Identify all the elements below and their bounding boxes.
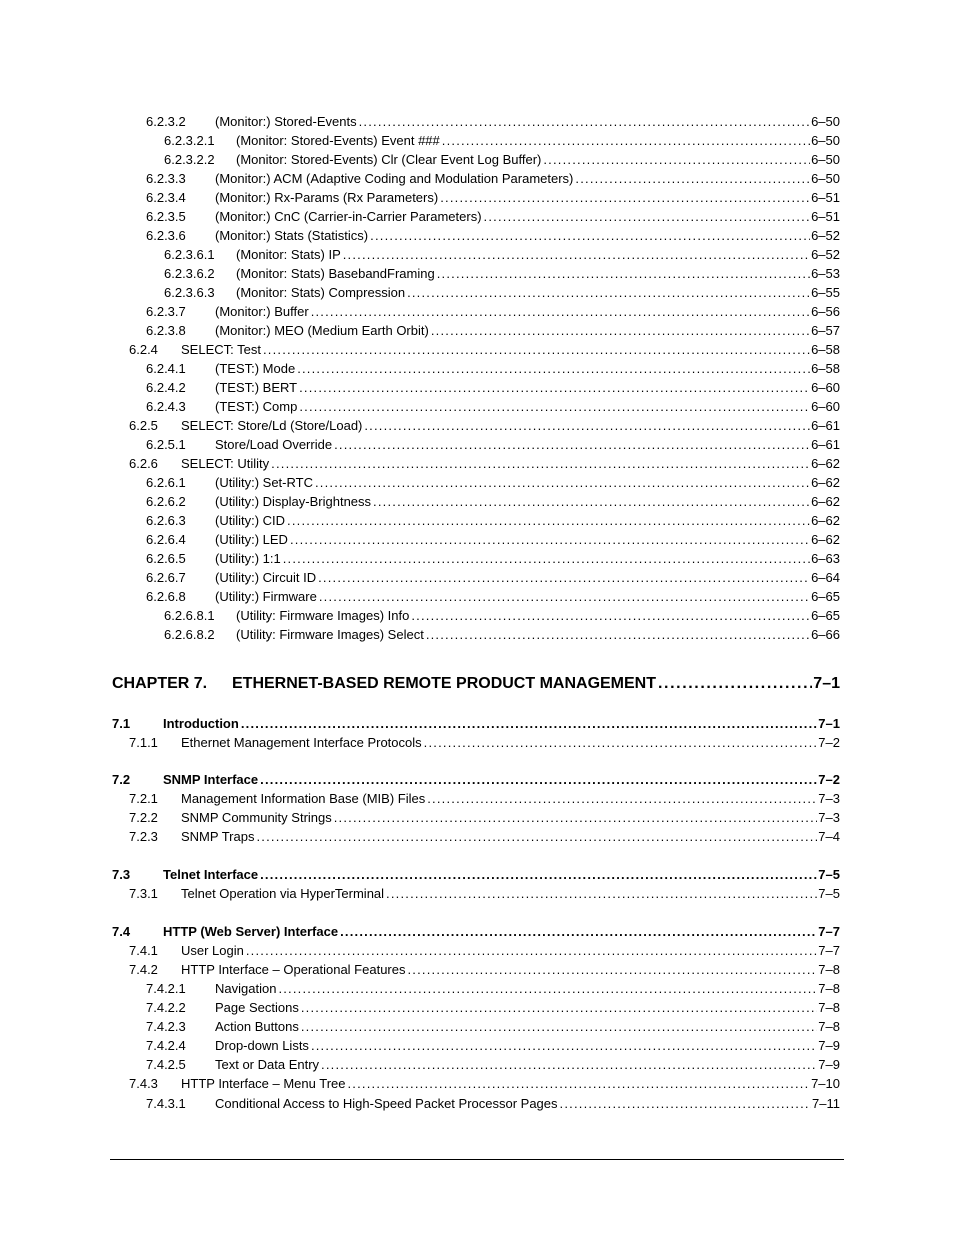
toc-entry-title: SNMP Traps — [181, 829, 255, 844]
toc-entry-title: Store/Load Override — [215, 437, 333, 452]
toc-entry-number: 7.4 — [112, 924, 131, 939]
toc-entry[interactable] — [0, 1036, 954, 1055]
toc-entry-title: (Utility: Firmware Images) Select — [236, 627, 424, 642]
toc-entry-title: Action Buttons — [215, 1019, 299, 1034]
toc-entry[interactable] — [0, 884, 954, 903]
toc-entry-title: (Monitor:) Stored-Events — [215, 114, 357, 129]
toc-entry-title: (Utility:) Circuit ID — [215, 570, 317, 585]
toc-entry[interactable] — [0, 264, 954, 283]
toc-entry-page: 6–50 — [811, 133, 840, 148]
toc-entry-title: Page Sections — [215, 1000, 299, 1015]
toc-entry-number: 7.1.1 — [129, 735, 158, 750]
toc-entry-number: CHAPTER 7. — [112, 675, 208, 692]
toc-entry-page: 7–9 — [818, 1057, 840, 1072]
dot-leader — [427, 789, 817, 808]
toc-entry-title: (Utility:) CID — [215, 513, 286, 528]
toc-entry-page: 6–62 — [811, 513, 840, 528]
toc-entry-title: Telnet Operation via HyperTerminal — [181, 886, 385, 901]
dot-leader — [311, 302, 810, 321]
toc-entry-title: ETHERNET-BASED REMOTE PRODUCT MANAGEMENT — [232, 672, 658, 696]
dot-leader — [407, 283, 810, 302]
toc-entry-title: (Monitor: Stored-Events) Clr (Clear Event Log Buffer) — [236, 152, 542, 167]
dot-leader — [364, 416, 810, 435]
toc-entry-page: 7–7 — [818, 924, 840, 939]
toc-entry-title: SELECT: Store/Ld (Store/Load) — [181, 418, 363, 433]
toc-entry[interactable] — [0, 131, 954, 150]
toc-entry-page: 7–1 — [812, 672, 840, 696]
toc-entry-page: 7–10 — [811, 1076, 840, 1091]
dot-leader — [301, 1017, 817, 1036]
toc-entry[interactable] — [0, 492, 954, 511]
toc-entry-number: 6.2.6.7 — [146, 570, 186, 585]
dot-leader — [437, 264, 810, 283]
toc-entry-page: 7–9 — [818, 1038, 840, 1053]
dot-leader — [311, 1036, 817, 1055]
toc-entry-page: 6–51 — [811, 190, 840, 205]
toc-entry-number: 6.2.3.2.1 — [164, 133, 215, 148]
toc-entry[interactable] — [0, 625, 954, 644]
dot-leader — [334, 808, 818, 827]
toc-entry-number: 6.2.6.8 — [146, 589, 186, 604]
toc-entry-title: (Monitor:) Rx-Params (Rx Parameters) — [215, 190, 439, 205]
toc-entry-page: 7–3 — [818, 791, 840, 806]
dot-leader — [348, 1074, 811, 1093]
dot-leader — [424, 733, 818, 752]
toc-entry[interactable] — [0, 789, 954, 808]
toc-entry[interactable] — [0, 169, 954, 188]
dot-leader — [318, 568, 810, 587]
toc-entry-page: 7–2 — [818, 735, 840, 750]
toc-entry-number: 6.2.3.6.3 — [164, 285, 215, 300]
toc-entry-title: Navigation — [215, 981, 277, 996]
toc-entry[interactable] — [0, 587, 954, 606]
toc-entry-number: 6.2.3.4 — [146, 190, 186, 205]
toc-entry[interactable] — [0, 568, 954, 587]
toc-entry[interactable] — [0, 808, 954, 827]
toc-entry[interactable] — [0, 960, 954, 979]
dot-leader — [426, 625, 810, 644]
toc-entry-title: (Utility: Firmware Images) Info — [236, 608, 410, 623]
toc-entry-number: 7.4.2.2 — [146, 1000, 186, 1015]
toc-entry-title: (Utility:) 1:1 — [215, 551, 281, 566]
dot-leader — [658, 672, 812, 696]
toc-entry-number: 6.2.3.6.2 — [164, 266, 215, 281]
toc-entry[interactable] — [0, 473, 954, 492]
toc-entry[interactable] — [0, 1094, 954, 1113]
toc-entry-title: SELECT: Test — [181, 342, 261, 357]
dot-leader — [246, 941, 817, 960]
toc-entry-title: (Utility:) Display-Brightness — [215, 494, 372, 509]
toc-entry[interactable] — [0, 1017, 954, 1036]
toc-entry-page: 6–63 — [811, 551, 840, 566]
toc-entry-title: Text or Data Entry — [215, 1057, 320, 1072]
toc-entry-number: 6.2.3.8 — [146, 323, 186, 338]
toc-entry-title: (Monitor:) CnC (Carrier-in-Carrier Parameters) — [215, 209, 482, 224]
toc-entry-number: 6.2.3.6.1 — [164, 247, 215, 262]
toc-entry-page: 6–61 — [811, 418, 840, 433]
toc-entry-title: SNMP Community Strings — [181, 810, 332, 825]
toc-entry-page: 6–60 — [811, 380, 840, 395]
toc-entry-title: (Utility:) LED — [215, 532, 288, 547]
toc-entry-title: (TEST:) BERT — [215, 380, 298, 395]
toc-entry-number: 6.2.5 — [129, 418, 158, 433]
toc-entry-page: 7–7 — [818, 943, 840, 958]
toc-entry-page: 6–55 — [811, 285, 840, 300]
dot-leader — [386, 884, 817, 903]
dot-leader — [442, 131, 810, 150]
toc-entry[interactable] — [0, 511, 954, 530]
toc-entry-title: Drop-down Lists — [215, 1038, 309, 1053]
toc-entry-number: 7.4.2 — [129, 962, 158, 977]
toc-entry-number: 6.2.6.2 — [146, 494, 186, 509]
toc-entry-page: 6–52 — [811, 247, 840, 262]
toc-entry-page: 6–62 — [811, 475, 840, 490]
dot-leader — [373, 492, 810, 511]
dot-leader — [321, 1055, 817, 1074]
toc-entry[interactable] — [0, 359, 954, 378]
toc-entry-title: Introduction — [163, 716, 239, 731]
dot-leader — [301, 998, 817, 1017]
toc-entry-number: 7.4.1 — [129, 943, 158, 958]
toc-entry[interactable] — [0, 397, 954, 416]
toc-entry-number: 7.2 — [112, 772, 131, 787]
toc-entry-number: 7.4.2.4 — [146, 1038, 186, 1053]
dot-leader — [370, 226, 810, 245]
dot-leader — [271, 454, 810, 473]
toc-entry-number: 6.2.4.1 — [146, 361, 186, 376]
toc-entry[interactable] — [0, 941, 954, 960]
toc-entry-page: 7–2 — [818, 772, 840, 787]
toc-entry-page: 6–52 — [811, 228, 840, 243]
toc-entry-title: (Monitor:) MEO (Medium Earth Orbit) — [215, 323, 429, 338]
toc-entry-title: (Monitor:) Stats (Statistics) — [215, 228, 369, 243]
dot-leader — [431, 321, 810, 340]
toc-entry-title: (Monitor: Stats) Compression — [236, 285, 406, 300]
toc-entry[interactable] — [0, 606, 954, 625]
toc-entry-page: 6–66 — [811, 627, 840, 642]
toc-entry-number: 6.2.5.1 — [146, 437, 186, 452]
toc-entry-title: (Monitor:) ACM (Adaptive Coding and Modulation Parameters) — [215, 171, 574, 186]
toc-entry-number: 6.2.6.8.2 — [164, 627, 215, 642]
toc-entry-page: 6–62 — [811, 494, 840, 509]
toc-entry-number: 6.2.6.4 — [146, 532, 186, 547]
toc-entry-number: 7.2.3 — [129, 829, 158, 844]
toc-entry-number: 6.2.3.5 — [146, 209, 186, 224]
toc-entry-page: 6–65 — [811, 589, 840, 604]
toc-entry[interactable] — [0, 340, 954, 359]
dot-leader — [334, 435, 810, 454]
dot-leader — [315, 473, 810, 492]
toc-entry-title: Conditional Access to High-Speed Packet Processor Pages — [215, 1096, 558, 1111]
toc-entry-number: 6.2.6.1 — [146, 475, 186, 490]
toc-entry-number: 7.4.3.1 — [146, 1096, 186, 1111]
toc-entry-title: (Monitor: Stats) BasebandFraming — [236, 266, 435, 281]
toc-entry-page: 6–53 — [811, 266, 840, 281]
toc-entry-number: 7.2.1 — [129, 791, 158, 806]
dot-leader — [411, 606, 810, 625]
dot-leader — [343, 245, 810, 264]
toc-entry[interactable] — [0, 549, 954, 568]
toc-entry-title: (Monitor: Stored-Events) Event ### — [236, 133, 440, 148]
toc-entry-number: 6.2.6 — [129, 456, 158, 471]
dot-leader — [287, 511, 810, 530]
toc-entry-number: 6.2.4.2 — [146, 380, 186, 395]
toc-entry-title: (TEST:) Mode — [215, 361, 296, 376]
toc-entry[interactable] — [0, 435, 954, 454]
toc-entry[interactable] — [0, 378, 954, 397]
toc-entry-page: 7–8 — [818, 962, 840, 977]
toc-entry[interactable] — [0, 245, 954, 264]
dot-leader — [359, 112, 810, 131]
toc-entry[interactable] — [0, 416, 954, 435]
toc-entry-title: Ethernet Management Interface Protocols — [181, 735, 422, 750]
toc-entry-number: 7.4.2.3 — [146, 1019, 186, 1034]
toc-entry-number: 7.1 — [112, 716, 131, 731]
toc-entry[interactable] — [0, 1074, 954, 1093]
toc-entry[interactable] — [0, 865, 954, 884]
dot-leader — [440, 188, 810, 207]
toc-entry-page: 6–50 — [811, 171, 840, 186]
toc-entry[interactable] — [0, 188, 954, 207]
toc-entry-number: 7.3 — [112, 867, 131, 882]
dot-leader — [319, 587, 810, 606]
toc-entry-page: 6–62 — [811, 456, 840, 471]
toc-entry-page: 7–5 — [818, 867, 840, 882]
toc-entry[interactable] — [0, 112, 954, 131]
toc-entry-page: 6–65 — [811, 608, 840, 623]
toc-entry-number: 6.2.3.7 — [146, 304, 186, 319]
dot-leader — [340, 922, 817, 941]
toc-entry[interactable] — [0, 922, 954, 941]
toc-chapter-entry[interactable] — [0, 672, 954, 696]
dot-leader — [290, 530, 810, 549]
dot-leader — [283, 549, 810, 568]
toc-entry-page: 6–57 — [811, 323, 840, 338]
toc-entry-title: SNMP Interface — [163, 772, 259, 787]
dot-leader — [263, 340, 810, 359]
dot-leader — [241, 714, 817, 733]
toc-entry-page: 7–5 — [818, 886, 840, 901]
toc-entry-number: 6.2.4.3 — [146, 399, 186, 414]
dot-leader — [260, 865, 817, 884]
toc-entry-number: 7.2.2 — [129, 810, 158, 825]
toc-entry[interactable] — [0, 770, 954, 789]
toc-entry-title: (TEST:) Comp — [215, 399, 298, 414]
toc-entry-page: 6–50 — [811, 114, 840, 129]
toc-entry-title: HTTP Interface – Menu Tree — [181, 1076, 346, 1091]
toc-entry-number: 7.3.1 — [129, 886, 158, 901]
toc-entry-number: 6.2.6.8.1 — [164, 608, 215, 623]
toc-entry-number: 6.2.3.3 — [146, 171, 186, 186]
dot-leader — [278, 979, 817, 998]
toc-entry-page: 7–8 — [818, 981, 840, 996]
toc-entry-page: 6–56 — [811, 304, 840, 319]
toc-entry-page: 6–60 — [811, 399, 840, 414]
toc-entry[interactable] — [0, 827, 954, 846]
toc-entry-page: 6–64 — [811, 570, 840, 585]
toc-entry-title: SELECT: Utility — [181, 456, 270, 471]
toc-entry-title: (Utility:) Firmware — [215, 589, 317, 604]
toc-entry-page: 7–3 — [818, 810, 840, 825]
toc-entry-title: HTTP Interface – Operational Features — [181, 962, 406, 977]
dot-leader — [560, 1094, 812, 1113]
toc-entry[interactable] — [0, 979, 954, 998]
toc-entry-title: (Utility:) Set-RTC — [215, 475, 313, 490]
toc-entry-title: (Monitor: Stats) IP — [236, 247, 341, 262]
toc-entry-page: 7–4 — [818, 829, 840, 844]
toc-entry-number: 6.2.3.6 — [146, 228, 186, 243]
toc-entry-title: HTTP (Web Server) Interface — [163, 924, 339, 939]
toc-entry-number: 7.4.2.1 — [146, 981, 186, 996]
dot-leader — [543, 150, 810, 169]
dot-leader — [297, 359, 810, 378]
toc-entry[interactable] — [0, 302, 954, 321]
dot-leader — [299, 397, 810, 416]
toc-entry[interactable] — [0, 283, 954, 302]
toc-entry[interactable] — [0, 1055, 954, 1074]
toc-entry-page: 6–61 — [811, 437, 840, 452]
dot-leader — [260, 770, 817, 789]
toc-entry-title: (Monitor:) Buffer — [215, 304, 309, 319]
toc-entry[interactable] — [0, 714, 954, 733]
toc-entry[interactable] — [0, 998, 954, 1017]
toc-entry-title: Telnet Interface — [163, 867, 259, 882]
toc-entry-page: 6–58 — [811, 342, 840, 357]
toc-entry[interactable] — [0, 454, 954, 473]
toc-entry[interactable] — [0, 150, 954, 169]
dot-leader — [484, 207, 811, 226]
toc-entry-number: 6.2.6.5 — [146, 551, 186, 566]
toc-entry-page: 7–8 — [818, 1019, 840, 1034]
toc-entry-page: 6–62 — [811, 532, 840, 547]
toc-entry-page: 6–51 — [811, 209, 840, 224]
toc-entry-title: Management Information Base (MIB) Files — [181, 791, 426, 806]
dot-leader — [575, 169, 810, 188]
toc-entry-number: 6.2.3.2.2 — [164, 152, 215, 167]
toc-entry[interactable] — [0, 733, 954, 752]
footer-rule — [110, 1159, 844, 1160]
toc-entry-page: 6–58 — [811, 361, 840, 376]
toc-entry-number: 6.2.6.3 — [146, 513, 186, 528]
dot-leader — [299, 378, 810, 397]
dot-leader — [407, 960, 817, 979]
toc-entry-number: 7.4.3 — [129, 1076, 158, 1091]
toc-entry-page: 7–1 — [818, 716, 840, 731]
toc-entry-page: 7–11 — [812, 1096, 840, 1111]
toc-entry[interactable] — [0, 226, 954, 245]
toc-entry[interactable] — [0, 321, 954, 340]
dot-leader — [256, 827, 817, 846]
toc-entry-number: 7.4.2.5 — [146, 1057, 186, 1072]
toc-entry-title: User Login — [181, 943, 244, 958]
toc-entry-page: 6–50 — [811, 152, 840, 167]
toc-entry[interactable] — [0, 207, 954, 226]
toc-entry-page: 7–8 — [818, 1000, 840, 1015]
toc-entry-number: 6.2.3.2 — [146, 114, 186, 129]
toc-entry[interactable] — [0, 530, 954, 549]
toc-entry-number: 6.2.4 — [129, 342, 158, 357]
